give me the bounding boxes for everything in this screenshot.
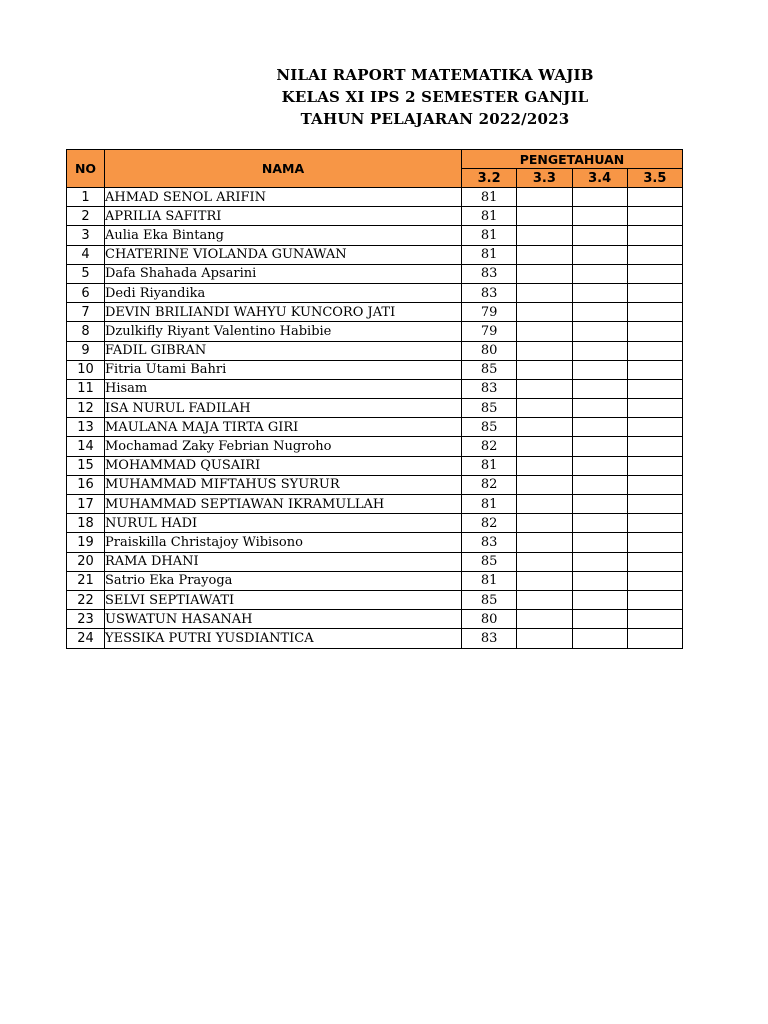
table-row: [67, 283, 683, 302]
table-row: [67, 533, 683, 552]
score-3-2: 85: [462, 590, 517, 609]
score-3-3: [517, 303, 572, 322]
student-name: MOHAMMAD QUSAIRI: [105, 456, 462, 475]
row-number: 18: [67, 514, 105, 533]
score-3-3: [517, 379, 572, 398]
header-pengetahuan: PENGETAHUAN: [462, 150, 683, 169]
score-3-5: [627, 418, 682, 437]
student-name: MUHAMMAD SEPTIAWAN IKRAMULLAH: [105, 495, 462, 514]
student-name: DEVIN BRILIANDI WAHYU KUNCORO JATI: [105, 303, 462, 322]
student-name: Dzulkifly Riyant Valentino Habibie: [105, 322, 462, 341]
score-3-3: [517, 495, 572, 514]
score-3-3: [517, 590, 572, 609]
table-row: [67, 456, 683, 475]
score-3-2: 81: [462, 188, 517, 207]
score-3-3: [517, 283, 572, 302]
score-3-5: [627, 533, 682, 552]
score-3-2: 83: [462, 283, 517, 302]
table-row: [67, 303, 683, 322]
row-number: 14: [67, 437, 105, 456]
score-3-5: [627, 303, 682, 322]
score-3-4: [572, 303, 627, 322]
score-3-5: [627, 456, 682, 475]
score-3-4: [572, 418, 627, 437]
student-name: Praiskilla Christajoy Wibisono: [105, 533, 462, 552]
student-name: NURUL HADI: [105, 514, 462, 533]
score-3-4: [572, 207, 627, 226]
score-3-2: 82: [462, 437, 517, 456]
row-number: 22: [67, 590, 105, 609]
score-3-2: 83: [462, 379, 517, 398]
score-3-3: [517, 360, 572, 379]
score-3-3: [517, 437, 572, 456]
score-3-5: [627, 629, 682, 648]
score-3-2: 81: [462, 456, 517, 475]
table-row: [67, 264, 683, 283]
student-name: CHATERINE VIOLANDA GUNAWAN: [105, 245, 462, 264]
header-no: NO: [67, 150, 105, 188]
score-3-2: 83: [462, 533, 517, 552]
student-name: SELVI SEPTIAWATI: [105, 590, 462, 609]
row-number: 9: [67, 341, 105, 360]
score-3-2: 81: [462, 571, 517, 590]
row-number: 24: [67, 629, 105, 648]
score-3-5: [627, 283, 682, 302]
header-3-3: 3.3: [517, 169, 572, 188]
score-3-3: [517, 610, 572, 629]
student-name: Hisam: [105, 379, 462, 398]
document-title: [215, 64, 655, 130]
score-3-5: [627, 188, 682, 207]
row-number: 13: [67, 418, 105, 437]
score-3-5: [627, 590, 682, 609]
score-3-4: [572, 245, 627, 264]
score-3-5: [627, 437, 682, 456]
row-number: 15: [67, 456, 105, 475]
student-name: YESSIKA PUTRI YUSDIANTICA: [105, 629, 462, 648]
row-number: 19: [67, 533, 105, 552]
score-3-4: [572, 264, 627, 283]
score-3-2: 85: [462, 418, 517, 437]
score-3-2: 83: [462, 629, 517, 648]
table-body: [67, 188, 683, 649]
score-3-3: [517, 188, 572, 207]
score-3-4: [572, 456, 627, 475]
table-row: [67, 610, 683, 629]
student-name: MUHAMMAD MIFTAHUS SYURUR: [105, 475, 462, 494]
row-number: 1: [67, 188, 105, 207]
score-3-5: [627, 341, 682, 360]
score-3-4: [572, 495, 627, 514]
score-3-5: [627, 552, 682, 571]
student-name: APRILIA SAFITRI: [105, 207, 462, 226]
student-name: USWATUN HASANAH: [105, 610, 462, 629]
row-number: 10: [67, 360, 105, 379]
score-3-4: [572, 341, 627, 360]
row-number: 3: [67, 226, 105, 245]
score-3-2: 83: [462, 264, 517, 283]
score-3-5: [627, 207, 682, 226]
student-name: ISA NURUL FADILAH: [105, 399, 462, 418]
title-line-3: TAHUN PELAJARAN 2022/2023: [300, 110, 570, 128]
score-3-2: 79: [462, 322, 517, 341]
row-number: 12: [67, 399, 105, 418]
table-row: [67, 514, 683, 533]
table-row: [67, 341, 683, 360]
score-3-3: [517, 533, 572, 552]
header-nama: NAMA: [105, 150, 462, 188]
score-3-2: 79: [462, 303, 517, 322]
score-3-4: [572, 399, 627, 418]
row-number: 23: [67, 610, 105, 629]
row-number: 6: [67, 283, 105, 302]
score-3-4: [572, 571, 627, 590]
score-3-5: [627, 226, 682, 245]
score-3-4: [572, 629, 627, 648]
score-3-5: [627, 379, 682, 398]
score-3-2: 85: [462, 552, 517, 571]
score-3-2: 80: [462, 610, 517, 629]
row-number: 5: [67, 264, 105, 283]
score-3-5: [627, 571, 682, 590]
table-row: [67, 418, 683, 437]
table-row: [67, 188, 683, 207]
score-3-2: 85: [462, 399, 517, 418]
score-3-4: [572, 360, 627, 379]
score-3-5: [627, 360, 682, 379]
table-row: [67, 495, 683, 514]
row-number: 21: [67, 571, 105, 590]
score-3-4: [572, 322, 627, 341]
table-row: [67, 322, 683, 341]
score-3-3: [517, 475, 572, 494]
row-number: 2: [67, 207, 105, 226]
table-row: [67, 226, 683, 245]
row-number: 17: [67, 495, 105, 514]
table-row: [67, 590, 683, 609]
score-3-5: [627, 495, 682, 514]
title-line-1: NILAI RAPORT MATEMATIKA WAJIB: [276, 66, 594, 84]
header-3-4: 3.4: [572, 169, 627, 188]
score-3-4: [572, 188, 627, 207]
table-row: [67, 475, 683, 494]
row-number: 7: [67, 303, 105, 322]
score-3-4: [572, 437, 627, 456]
student-name: Fitria Utami Bahri: [105, 360, 462, 379]
table-header: [67, 150, 683, 188]
score-3-2: 85: [462, 360, 517, 379]
student-name: Dafa Shahada Apsarini: [105, 264, 462, 283]
score-3-2: 81: [462, 226, 517, 245]
score-3-4: [572, 514, 627, 533]
score-3-2: 82: [462, 514, 517, 533]
score-3-2: 81: [462, 245, 517, 264]
score-3-5: [627, 475, 682, 494]
header-3-5: 3.5: [627, 169, 682, 188]
row-number: 11: [67, 379, 105, 398]
student-name: AHMAD SENOL ARIFIN: [105, 188, 462, 207]
score-3-4: [572, 379, 627, 398]
score-3-4: [572, 283, 627, 302]
score-3-3: [517, 418, 572, 437]
table-row: [67, 207, 683, 226]
score-3-5: [627, 610, 682, 629]
student-name: RAMA DHANI: [105, 552, 462, 571]
student-name: Aulia Eka Bintang: [105, 226, 462, 245]
table-row: [67, 629, 683, 648]
table-row: [67, 360, 683, 379]
title-line-2: KELAS XI IPS 2 SEMESTER GANJIL: [281, 88, 589, 106]
score-3-3: [517, 226, 572, 245]
student-name: MAULANA MAJA TIRTA GIRI: [105, 418, 462, 437]
header-3-2: 3.2: [462, 169, 517, 188]
score-3-2: 82: [462, 475, 517, 494]
score-3-3: [517, 399, 572, 418]
score-3-3: [517, 264, 572, 283]
score-3-3: [517, 552, 572, 571]
row-number: 20: [67, 552, 105, 571]
grades-table: [66, 149, 683, 649]
table-row: [67, 399, 683, 418]
row-number: 16: [67, 475, 105, 494]
table-row: [67, 552, 683, 571]
score-3-3: [517, 456, 572, 475]
student-name: FADIL GIBRAN: [105, 341, 462, 360]
table-row: [67, 245, 683, 264]
score-3-4: [572, 226, 627, 245]
student-name: Satrio Eka Prayoga: [105, 571, 462, 590]
score-3-5: [627, 399, 682, 418]
score-3-5: [627, 264, 682, 283]
score-3-3: [517, 245, 572, 264]
score-3-2: 81: [462, 495, 517, 514]
score-3-3: [517, 322, 572, 341]
score-3-2: 81: [462, 207, 517, 226]
score-3-5: [627, 245, 682, 264]
score-3-4: [572, 475, 627, 494]
score-3-4: [572, 552, 627, 571]
student-name: Mochamad Zaky Febrian Nugroho: [105, 437, 462, 456]
score-3-4: [572, 610, 627, 629]
score-3-3: [517, 571, 572, 590]
score-3-3: [517, 341, 572, 360]
score-3-4: [572, 590, 627, 609]
student-name: Dedi Riyandika: [105, 283, 462, 302]
score-3-5: [627, 514, 682, 533]
table-row: [67, 571, 683, 590]
score-3-5: [627, 322, 682, 341]
table-row: [67, 437, 683, 456]
score-3-2: 80: [462, 341, 517, 360]
score-3-4: [572, 533, 627, 552]
table-row: [67, 379, 683, 398]
score-3-3: [517, 629, 572, 648]
score-3-3: [517, 514, 572, 533]
row-number: 4: [67, 245, 105, 264]
row-number: 8: [67, 322, 105, 341]
score-3-3: [517, 207, 572, 226]
